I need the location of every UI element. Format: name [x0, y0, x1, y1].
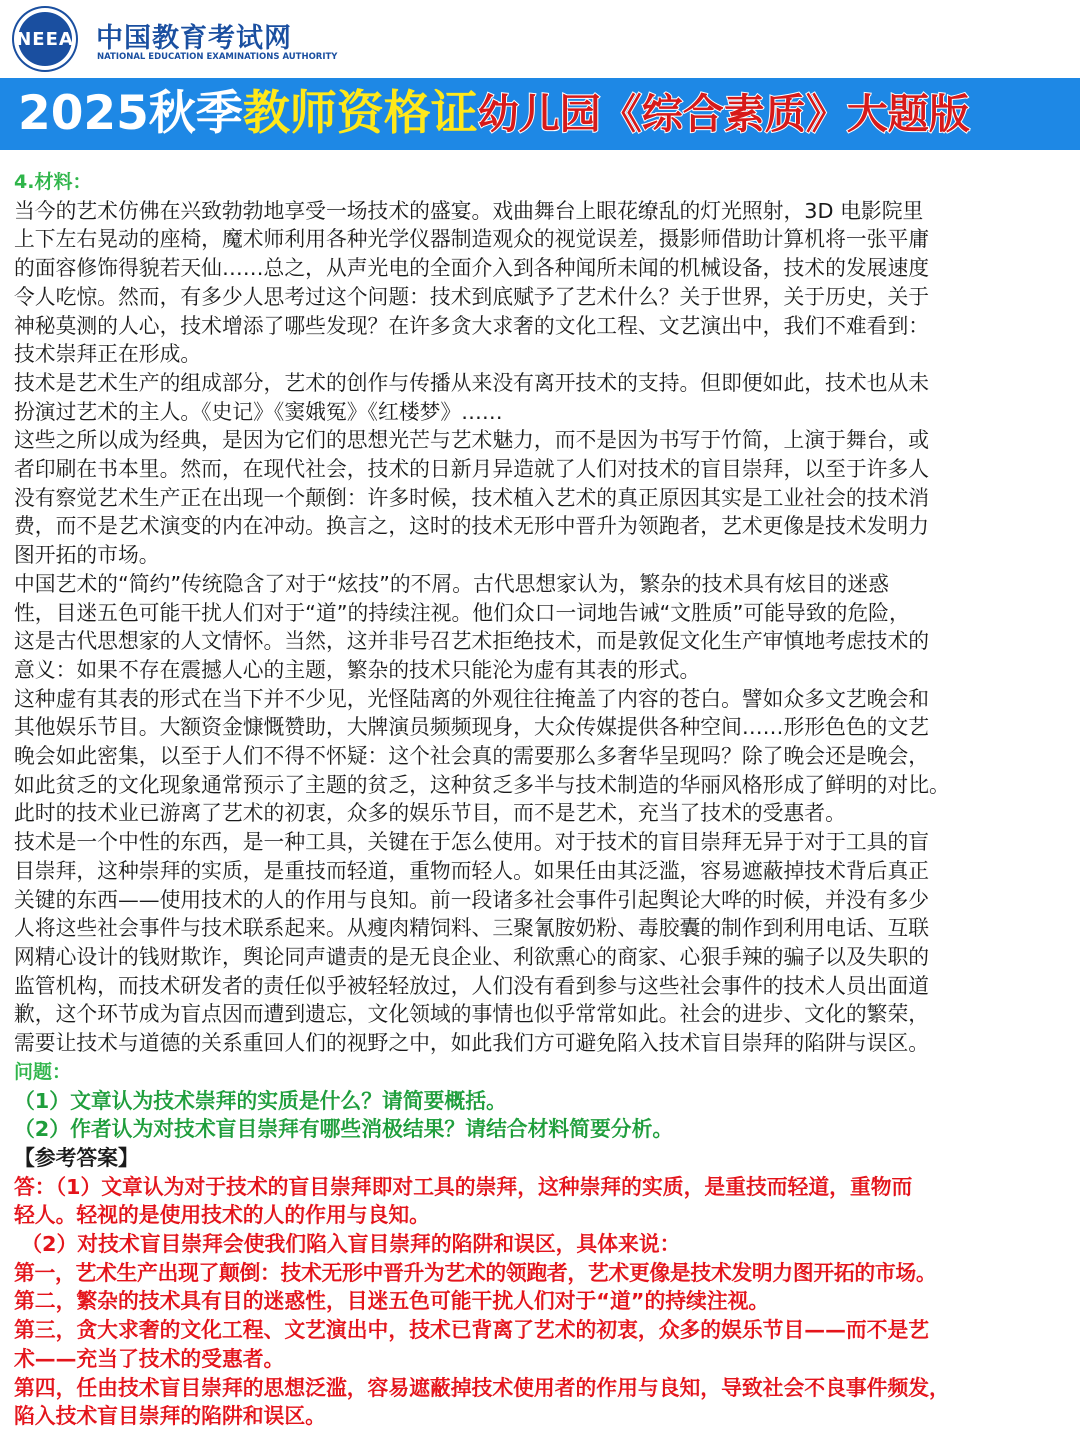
question-item: （1）文章认为技术崇拜的实质是什么？请简要概括。 — [14, 1088, 507, 1113]
answer-paragraph: 第三，贪大求奢的文化工程、文艺演出中，技术已背离了艺术的初衷，众多的娱乐节目——而不是艺 术——充当了技术的受惠者。 — [14, 1318, 930, 1371]
banner-cert: 教师资格证 — [242, 86, 478, 141]
answer-paragraph: 第二，繁杂的技术具有目的迷惑性，目迷五色可能干扰人们对于“道”的持续注视。 — [14, 1289, 770, 1314]
material-paragraph: 技术是艺术生产的组成部分，艺术的创作与传播从来没有离开技术的支持。但即便如此，技术也从未 扮演过艺术的主人。《史记》《窦娥冤》《红楼梦》…… — [14, 370, 930, 424]
banner-subject: 幼儿园《综合素质》大题版 — [477, 90, 970, 138]
neea-logo: NEEA — [14, 8, 76, 70]
banner-season: 2025秋季 — [18, 86, 243, 141]
material-paragraph: 中国艺术的“简约”传统隐含了对于“炫技”的不屑。古代思想家认为，繁杂的技术具有炫目的迷惑 性，目迷五色可能干扰人们对于“道”的持续注视。他们众口一词地告诫“文胜质”可能导致的危险， 这是古代思想家的人文情怀。当然，这并非号召艺术拒绝技术，而是敦促文化生产审慎地考虑技术的 意义：如果不存在震撼人心的主题，繁杂的技术只能沦为虚有其表的形式。 — [14, 571, 930, 682]
title-banner — [0, 78, 1080, 150]
material-label: 4.材料： — [14, 171, 92, 193]
page-header — [0, 0, 1080, 78]
question-item: （2）作者认为对技术盲目崇拜有哪些消极结果？请结合材料简要分析。 — [14, 1117, 674, 1142]
org-name-cn: 中国教育考试网 — [96, 23, 292, 54]
answer-paragraph: （2）对技术盲目崇拜会使我们陷入盲目崇拜的陷阱和误区，具体来说： — [14, 1232, 681, 1257]
org-name-en: NATIONAL EDUCATION EXAMINATIONS AUTHORITY — [97, 52, 338, 62]
answer-heading: 【参考答案】 — [14, 1145, 139, 1170]
answer-paragraph: 答：（1）文章认为对于技术的盲目崇拜即对工具的崇拜，这种崇拜的实质，是重技而轻道，重物而 轻人。轻视的是使用技术的人的作用与良知。 — [14, 1174, 913, 1228]
material-paragraph: 这些之所以成为经典，是因为它们的思想光芒与艺术魅力，而不是因为书写于竹简，上演于舞台，或 者印刷在书本里。然而，在现代社会，技术的日新月异造就了人们对技术的盲目崇拜，以至于许多人 没有察觉艺术生产正在出现一个颠倒：许多时候，技术植入艺术的真正原因其实是工业社会的技术消 费，而不是艺术演变的内在冲动。换言之，这时的技术无形中晋升为领跑者，艺术更像是技术发明力 图开拓的市场。 — [14, 428, 930, 568]
answer-paragraph: 第一，艺术生产出现了颠倒：技术无形中晋升为艺术的领跑者，艺术更像是技术发明力图开拓的市场。 — [14, 1260, 937, 1285]
material-paragraph: 这种虚有其表的形式在当下并不少见，光怪陆离的外观往往掩盖了内容的苍白。譬如众多文艺晚会和 其他娱乐节目。大额资金慷慨赞助，大牌演员频频现身，大众传媒提供各种空间……形形色色的文艺 晚会如此密集，以至于人们不得不怀疑：这个社会真的需要那么多奢华呈现吗？除了晚会还是晚会， 如此贫乏的文化现象通常预示了主题的贫乏，这种贫乏多半与技术制造的华丽风格形成了鲜明的对比。 此时的技术业已游离了艺术的初衷，众多的娱乐节目，而不是艺术，充当了技术的受惠者。 — [14, 686, 950, 826]
material-paragraph: 当今的艺术仿佛在兴致勃勃地享受一场技术的盛宴。戏曲舞台上眼花缭乱的灯光照射，3D 电影院里 上下左右晃动的座椅，魔术师利用各种光学仪器制造观众的视觉误差，摄影师借助计算机将一张平庸 的面容修饰得貌若天仙……总之，从声光电的全面介入到各种闻所未闻的机械设备，技术的发展速度 令人吃惊。然而，有多少人思考过这个问题：技术到底赋予了艺术什么？关于世界，关于历史，关于 神秘莫测的人心，技术增添了哪些发现？在许多贪大求奢的文化工程、文艺演出中，我们不难看到： 技术崇拜正在形成。 — [14, 198, 930, 367]
document-body — [14, 168, 1066, 1431]
material-paragraph: 技术是一个中性的东西，是一种工具，关键在于怎么使用。对于技术的盲目崇拜无异于对于工具的盲 目崇拜，这种崇拜的实质，是重技而轻道，重物而轻人。如果任由其泛滥，容易遮蔽掉技术背后真正 关键的东西——使用技术的人的作用与良知。前一段诸多社会事件引起舆论大哗的时候，并没有多少 人将这些社会事件与技术联系起来。从瘦肉精饲料、三聚氰胺奶粉、毒胶囊的制作到利用电话、互联 网精心设计的钱财欺诈，舆论同声谴责的是无良企业、利欲熏心的商家、心狠手辣的骗子以及失职的 监管机构，而技术研发者的责任似乎被轻轻放过，人们没有看到参与这些社会事件的技术人员出面道 歉，这个环节成为盲点因而遭到遗忘，文化领域的事情也似乎常常如此。社会的进步、文化的繁荣， 需要让技术与道德的关系重回人们的视野之中，如此我们方可避免陷入技术盲目崇拜的陷阱与误区。 — [14, 830, 930, 1056]
questions-label: 问题： — [14, 1060, 72, 1083]
answer-paragraph: 第四，任由技术盲目崇拜的思想泛滥，容易遮蔽掉技术使用者的作用与良知，导致社会不良事件频发， 陷入技术盲目崇拜的陷阱和误区。 — [14, 1375, 950, 1429]
